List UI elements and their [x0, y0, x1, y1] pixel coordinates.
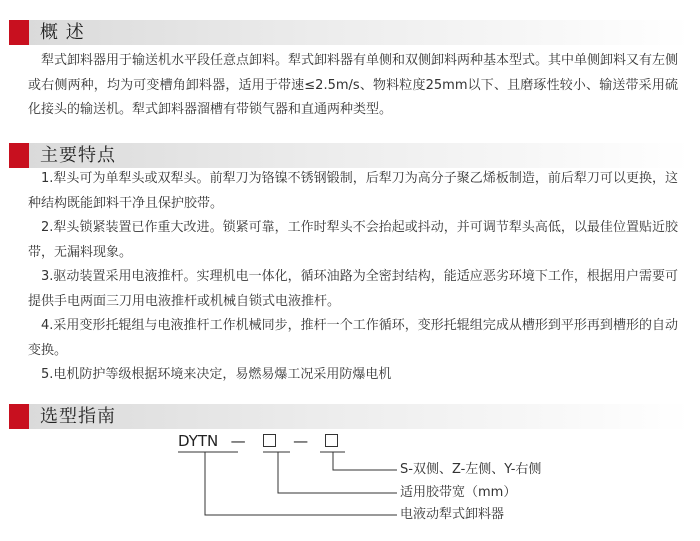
leader-product — [205, 452, 397, 515]
feature-item: 4.采用变形托辊组与电液推杆工作机械同步，推杆一个工作循环，变形托辊组完成从槽形到平形再到槽形的自动变换。 — [28, 318, 678, 358]
overview-text: 犁式卸料器用于输送机水平段任意点卸料。犁式卸料器有单侧和双侧卸料两种基本型式。其中单侧卸料又有左侧或右侧两种，均为可变槽角卸料器，适用于带速≤2.5m/s、物料粒度25mm以下、且磨琢性较小、输送带采用硫化接头的输送机。犁式卸料器溜槽有带锁气器和直通两种类型。 — [28, 53, 679, 117]
legend-width: 适用胶带宽（mm） — [400, 485, 517, 500]
feature-item: 3.驱动装置采用电液推杆。实理机电一体化，循环油路为全密封结构，能适应恶劣环境下工作，根据用户需要可提供手电两面三刀用电液推杆或机械自锁式电液推杆。 — [28, 269, 678, 309]
legend-type: S-双侧、Z-左侧、Y-右侧 — [400, 462, 542, 477]
leader-type — [333, 452, 397, 470]
model-code-dash: — — [230, 432, 246, 450]
section-title-overview: 概 述 — [40, 22, 85, 43]
feature-item: 5.电机防护等级根据环境来决定，易燃易爆工况采用防爆电机 — [41, 367, 392, 382]
legend-product: 电液动犁式卸料器 — [400, 507, 505, 522]
feature-item: 1.犁头可为单犁头或双犁头。前犁刀为铬镍不锈钢锻制，后犁刀为高分子聚乙烯板制造，前后犁刀可以更换，这种结构既能卸料干净且保护胶带。 — [28, 171, 678, 211]
feature-item: 2.犁头锁紧装置已作重大改进。锁紧可靠，工作时犁头不会抬起或抖动，并可调节犁头高低，以最佳位置贴近胶带，无漏料现象。 — [28, 220, 678, 260]
model-code-prefix: DYTN — [178, 432, 219, 450]
model-code-dash: — — [293, 432, 309, 450]
section-title-selection: 选型指南 — [40, 406, 116, 427]
section-title-features: 主要特点 — [40, 145, 116, 166]
leader-width — [278, 452, 397, 493]
